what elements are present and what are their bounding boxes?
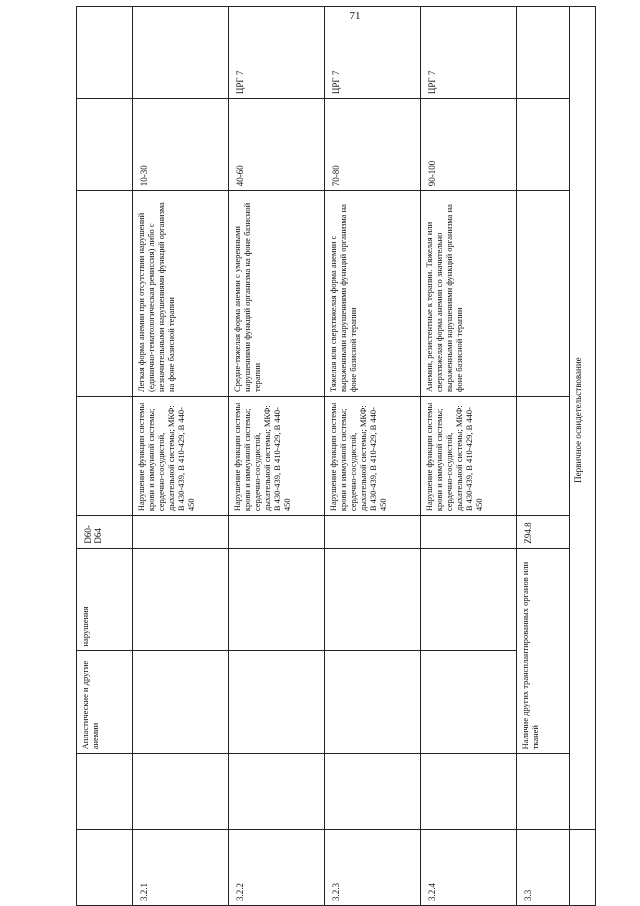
cell-percent — [77, 99, 133, 191]
cell-disease-name — [77, 651, 133, 754]
cell-disease-name — [133, 651, 229, 754]
cell-blank — [77, 754, 133, 830]
cell-description — [77, 191, 133, 397]
cell-description: Легкая форма анемии при отсутствии нарушений (единично-гематологическая ремиссия) либо с незначительными нарушениями функций организма на фоне базисной терапии — [133, 191, 229, 397]
cell-num: 3.2.4 — [421, 830, 517, 906]
continuation-name: Апластические и другие анемии — [80, 660, 100, 750]
cell-num: 3.2.3 — [325, 830, 421, 906]
table-footer-row — [570, 7, 596, 906]
cell-blank — [517, 754, 570, 830]
cell-icd-codes — [133, 516, 229, 548]
cell-disease-name — [325, 651, 421, 754]
cell-description: Анемии, резистентные к терапии. Тяжелая или сверхтяжелая форма анемии со значительно выраженными нарушениями функций организма на фоне базисной терапии — [421, 191, 517, 397]
cell-functions: Нарушение функции системы крови и иммунной системы; сердечно-сосудистой, дыхательной системы; МКФ: В 430-439, В 410-429, В 440-450 — [325, 396, 421, 515]
cell-icd-codes — [421, 516, 517, 548]
cell-functions: Нарушение функции системы крови и иммунной системы; сердечно-сосудистой, дыхательной системы; МКФ: В 430-439, В 410-429, В 440-450 — [229, 396, 325, 515]
cell-extra: ЦРГ 7 — [421, 7, 517, 99]
cell-num: 3.2.1 — [133, 830, 229, 906]
footer-text: Первичное освидетельствование — [570, 7, 596, 830]
cell-functions — [517, 396, 570, 515]
cell-functions: Нарушение функции системы крови и иммунной системы; сердечно-сосудистой, дыхательной системы; МКФ: В 430-439, В 410-429, В 440-450 — [133, 396, 229, 515]
cell-num — [77, 830, 133, 906]
table-row — [421, 7, 517, 906]
cell-percent: 40-60 — [229, 99, 325, 191]
cell-percent: 70-80 — [325, 99, 421, 191]
cell-description: Тяжелая или сверхтяжелая форма анемии с выраженными нарушениями функций организма на фоне базисной терапии — [325, 191, 421, 397]
cell-blank — [133, 754, 229, 830]
cell-group-header — [325, 548, 421, 651]
cell-icd-code: Z94.8 — [517, 516, 570, 548]
table-row — [325, 7, 421, 906]
page-number: 71 — [349, 10, 361, 22]
cell-functions: Нарушение функции системы крови и иммунной системы; сердечно-сосудистой, дыхательной системы; МКФ: В 430-439, В 410-429, В 440-450 — [421, 396, 517, 515]
cell-group-header — [77, 548, 133, 651]
cell-blank — [421, 754, 517, 830]
cell-icd-codes — [77, 516, 133, 548]
cell-extra — [133, 7, 229, 99]
cell-transplant-name: Наличие других трансплантированных органов или тканей — [517, 548, 570, 754]
cell-percent: 90-100 — [421, 99, 517, 191]
cell-disease-name — [421, 651, 517, 754]
cell-num: 3.2.2 — [229, 830, 325, 906]
cell-footer-blank — [570, 830, 596, 906]
cell-extra — [77, 7, 133, 99]
cell-functions — [77, 396, 133, 515]
cell-percent: 10-30 — [133, 99, 229, 191]
cell-group-header — [421, 548, 517, 651]
table-row — [133, 7, 229, 906]
cell-icd-codes — [229, 516, 325, 548]
cell-description: Средне-тяжелая форма анемии с умеренными нарушениями функций организма на фоне базисной терапии — [229, 191, 325, 397]
cell-blank — [325, 754, 421, 830]
cell-blank — [229, 754, 325, 830]
table-row-last — [517, 7, 570, 906]
cell-disease-name — [229, 651, 325, 754]
cell-extra: ЦРГ 7 — [325, 7, 421, 99]
continuation-icd-codes: D60-D64 — [83, 525, 103, 544]
rotated-table-container — [76, 6, 596, 906]
cell-icd-codes — [325, 516, 421, 548]
cell-extra: ЦРГ 7 — [229, 7, 325, 99]
cell-extra — [517, 7, 570, 99]
cell-description — [517, 191, 570, 397]
cell-num: 3.3 — [517, 830, 570, 906]
table-row — [229, 7, 325, 906]
disability-criteria-table — [76, 6, 596, 906]
continuation-group-header: нарушения — [80, 606, 90, 647]
table-row-continuation — [77, 7, 133, 906]
cell-group-header — [229, 548, 325, 651]
cell-group-header — [133, 548, 229, 651]
cell-percent — [517, 99, 570, 191]
